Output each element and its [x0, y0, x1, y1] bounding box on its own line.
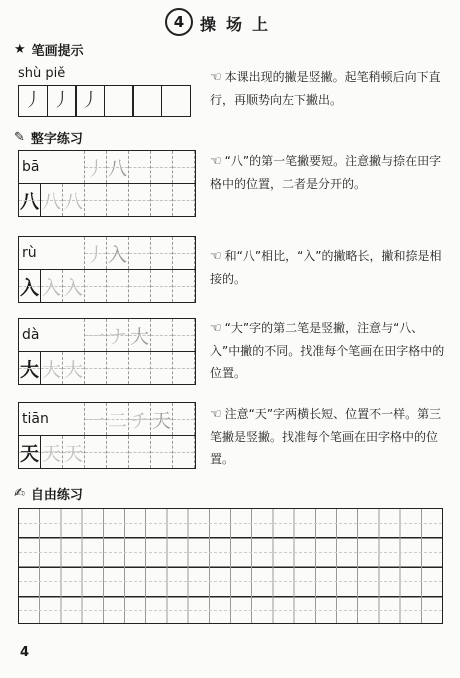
- model-character: [19, 270, 41, 302]
- trace-stroke: 入: [107, 243, 127, 266]
- pointing-hand-icon: ☜: [210, 407, 222, 422]
- grid-midline: [151, 167, 172, 168]
- trace-stroke-cell: [151, 403, 173, 435]
- grid-midline: [19, 552, 442, 553]
- grid-midline: [107, 253, 128, 254]
- grid-midline: [107, 419, 128, 420]
- grid-midline: [129, 253, 150, 254]
- grid-midline: [85, 335, 106, 336]
- grid-midline: [107, 286, 128, 287]
- trace-character: 入: [41, 276, 61, 299]
- empty-practice-cell[interactable]: [85, 352, 107, 384]
- char-pinyin: rù: [19, 237, 85, 269]
- grid-midline: [129, 335, 150, 336]
- free-practice-title: 自由练习: [30, 488, 83, 503]
- grid-midline: [63, 452, 84, 453]
- trace-stroke-cell: [107, 237, 129, 269]
- empty-practice-cell[interactable]: [107, 270, 129, 302]
- grid-midline: [173, 286, 194, 287]
- model-character: [19, 352, 41, 384]
- grid-midline: [129, 286, 150, 287]
- stroke-hint-boxes: [18, 85, 189, 117]
- pointing-hand-icon: ☜: [210, 154, 222, 169]
- empty-practice-cell[interactable]: [129, 184, 151, 216]
- empty-practice-cell[interactable]: [151, 237, 173, 269]
- grid-midline: [151, 368, 172, 369]
- grid-midline: [151, 286, 172, 287]
- grid-midline: [41, 200, 62, 201]
- trace-stroke-cell: [85, 237, 107, 269]
- empty-practice-cell[interactable]: [129, 270, 151, 302]
- grid-midline: [151, 452, 172, 453]
- trace-character: 天: [63, 442, 83, 465]
- grid-midline: [129, 452, 150, 453]
- empty-practice-cell[interactable]: [151, 319, 173, 351]
- trace-stroke-cell: [107, 151, 129, 183]
- grid-midline: [151, 419, 172, 420]
- grid-midline: [173, 200, 194, 201]
- grid-midline: [129, 368, 150, 369]
- grid-midline: [129, 167, 150, 168]
- grid-midline: [63, 200, 84, 201]
- pencil-icon: ✎: [14, 130, 25, 145]
- grid-midline: [19, 610, 442, 611]
- page-number: 4: [20, 645, 30, 660]
- model-character-glyph: 大: [19, 358, 39, 381]
- grid-midline: [85, 253, 106, 254]
- stroke-box: [161, 85, 191, 117]
- trace-stroke-cell: [107, 403, 129, 435]
- char-practice-header: [14, 128, 83, 147]
- char-pinyin: tiān: [19, 403, 85, 435]
- trace-stroke-cell: [85, 319, 107, 351]
- char-practice-block[interactable]: [18, 150, 196, 217]
- trace-stroke: ナ: [107, 325, 127, 348]
- trace-stroke: 丿: [85, 243, 105, 266]
- free-practice-header: [14, 484, 83, 503]
- star-icon: ★: [14, 42, 26, 57]
- char-pinyin: bā: [19, 151, 85, 183]
- empty-practice-cell[interactable]: [107, 352, 129, 384]
- grid-midline: [85, 368, 106, 369]
- empty-practice-cell[interactable]: [85, 184, 107, 216]
- trace-character-cell: [63, 184, 85, 216]
- empty-practice-cell[interactable]: [107, 184, 129, 216]
- stroke-box: 丿: [18, 85, 48, 117]
- trace-stroke: 一: [85, 409, 105, 432]
- trace-character: 大: [41, 358, 61, 381]
- trace-character: 天: [41, 442, 61, 465]
- grid-midline: [19, 200, 40, 201]
- grid-midline: [129, 419, 150, 420]
- empty-practice-cell[interactable]: [173, 352, 195, 384]
- grid-midline: [41, 368, 62, 369]
- trace-character-cell: [41, 352, 63, 384]
- stroke-box: [104, 85, 134, 117]
- empty-practice-cell[interactable]: [129, 436, 151, 468]
- stroke-hint-header: [14, 40, 84, 59]
- grid-midline: [19, 286, 40, 287]
- empty-practice-cell[interactable]: [173, 270, 195, 302]
- char-practice-block[interactable]: [18, 236, 196, 303]
- trace-stroke-cell: [85, 403, 107, 435]
- trace-character-cell: [41, 184, 63, 216]
- grid-midline: [41, 452, 62, 453]
- pointing-hand-icon: ☜: [210, 249, 222, 264]
- grid-midline: [107, 368, 128, 369]
- grid-midline: [85, 200, 106, 201]
- empty-practice-cell[interactable]: [173, 436, 195, 468]
- trace-stroke: 大: [129, 325, 149, 348]
- empty-practice-cell[interactable]: [85, 436, 107, 468]
- empty-practice-cell[interactable]: [107, 436, 129, 468]
- grid-midline: [151, 335, 172, 336]
- model-character-glyph: 天: [19, 442, 39, 465]
- grid-midline: [41, 286, 62, 287]
- empty-practice-cell[interactable]: [129, 237, 151, 269]
- note-ba: ☜ “八”的第一笔撇要短。注意撇与捺在田字格中的位置，二者是分开的。: [210, 154, 442, 191]
- grid-midline: [173, 419, 194, 420]
- note-ru: ☜ 和“八”相比，“入”的撇略长，撇和捺是相接的。: [210, 249, 442, 286]
- empty-practice-cell[interactable]: [85, 270, 107, 302]
- note-da: ☜ “大”字的第二笔是竖撇，注意与“八、入”中撇的不同。找准每个笔画在田字格中的位置。: [210, 321, 445, 380]
- grid-midline: [19, 368, 40, 369]
- writing-hand-icon: ✍: [14, 486, 25, 501]
- empty-practice-cell[interactable]: [173, 403, 195, 435]
- trace-character: 大: [63, 358, 83, 381]
- grid-midline: [151, 200, 172, 201]
- empty-practice-cell[interactable]: [151, 352, 173, 384]
- trace-character: 八: [63, 190, 83, 213]
- stroke-box: 丿: [47, 85, 77, 117]
- grid-midline: [85, 452, 106, 453]
- stroke-hint-note: ☜ 本课出现的撇是竖撇。起笔稍顿后向下直行，再顺势向左下撇出。: [210, 70, 441, 107]
- trace-character-cell: [63, 352, 85, 384]
- grid-midline: [63, 286, 84, 287]
- stroke-pinyin: shù piě: [18, 66, 66, 81]
- trace-stroke: 八: [107, 157, 127, 180]
- grid-midline: [173, 368, 194, 369]
- trace-stroke: 一: [85, 325, 105, 348]
- char-practice-block[interactable]: [18, 402, 196, 469]
- empty-practice-cell[interactable]: [151, 151, 173, 183]
- pointing-hand-icon: ☜: [210, 70, 222, 85]
- empty-practice-cell[interactable]: [151, 436, 173, 468]
- trace-stroke-cell: [129, 319, 151, 351]
- grid-midline: [85, 419, 106, 420]
- empty-practice-cell[interactable]: [129, 352, 151, 384]
- grid-midline: [173, 253, 194, 254]
- stroke-box: [132, 85, 162, 117]
- empty-practice-cell[interactable]: [173, 237, 195, 269]
- grid-midline: [85, 286, 106, 287]
- pointing-hand-icon: ☜: [210, 321, 222, 336]
- grid-midline: [151, 253, 172, 254]
- trace-stroke: 二: [107, 409, 127, 432]
- empty-practice-cell[interactable]: [173, 184, 195, 216]
- trace-stroke: チ: [129, 409, 149, 432]
- trace-stroke-cell: [129, 403, 151, 435]
- grid-midline: [129, 200, 150, 201]
- empty-practice-cell[interactable]: [129, 151, 151, 183]
- model-character: [19, 436, 41, 468]
- free-practice-grid[interactable]: [18, 508, 443, 624]
- lesson-number-badge: 4: [165, 8, 193, 36]
- grid-midline: [19, 581, 442, 582]
- stroke-box: 丿: [75, 85, 105, 117]
- grid-midline: [173, 452, 194, 453]
- model-character: [19, 184, 41, 216]
- trace-character: 入: [63, 276, 83, 299]
- trace-stroke: 丿: [85, 157, 105, 180]
- grid-midline: [107, 335, 128, 336]
- lesson-title: 操场上: [200, 15, 279, 34]
- grid-midline: [19, 452, 40, 453]
- empty-practice-cell[interactable]: [173, 319, 195, 351]
- grid-midline: [173, 335, 194, 336]
- trace-stroke-cell: [85, 151, 107, 183]
- grid-midline: [85, 167, 106, 168]
- char-pinyin: dà: [19, 319, 85, 351]
- trace-stroke-cell: [107, 319, 129, 351]
- trace-stroke: 天: [151, 409, 171, 432]
- trace-character-cell: [63, 436, 85, 468]
- empty-practice-cell[interactable]: [151, 270, 173, 302]
- empty-practice-cell[interactable]: [173, 151, 195, 183]
- grid-midline: [173, 167, 194, 168]
- trace-character-cell: [41, 436, 63, 468]
- trace-character: 八: [41, 190, 61, 213]
- model-character-glyph: 八: [19, 190, 39, 213]
- grid-midline: [107, 167, 128, 168]
- model-character-glyph: 入: [19, 276, 39, 299]
- grid-midline: [63, 368, 84, 369]
- grid-midline: [107, 452, 128, 453]
- trace-character-cell: [41, 270, 63, 302]
- note-tian: ☜ 注意“天”字两横长短、位置不一样。第三笔撇是竖撇。找准每个笔画在田字格中的位置。: [210, 407, 442, 466]
- grid-midline: [107, 200, 128, 201]
- char-practice-block[interactable]: [18, 318, 196, 385]
- stroke-hint-title: 笔画提示: [31, 44, 84, 59]
- char-practice-title: 整字练习: [30, 132, 83, 147]
- trace-character-cell: [63, 270, 85, 302]
- grid-midline: [19, 523, 442, 524]
- empty-practice-cell[interactable]: [151, 184, 173, 216]
